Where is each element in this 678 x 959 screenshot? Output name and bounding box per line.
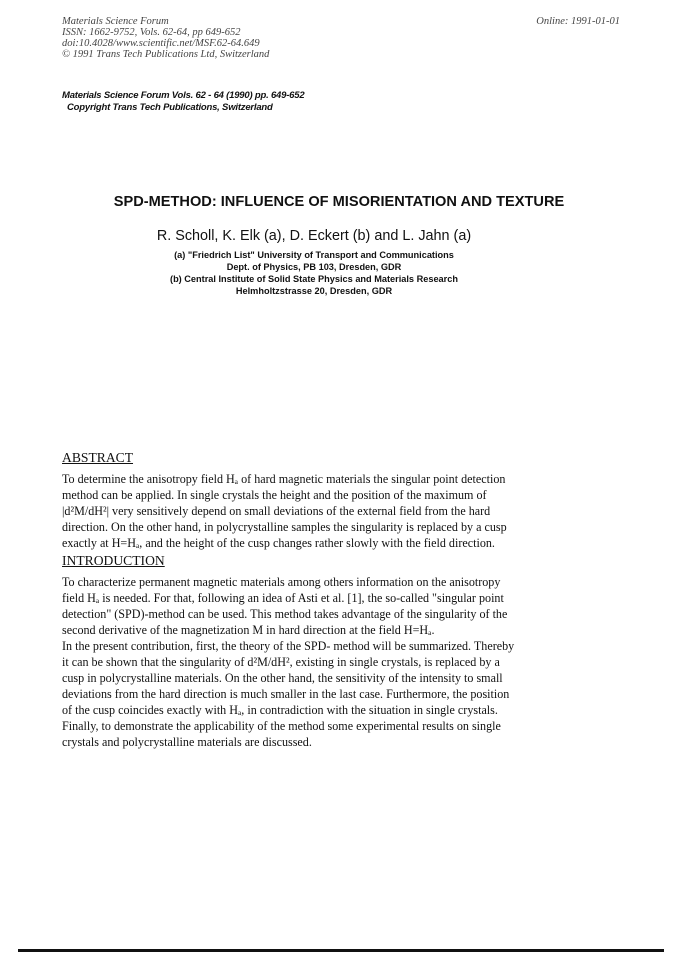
intro-line: detection" (SPD)-method can be used. This method takes advantage of the singularity of the (62, 607, 508, 621)
intro-line: crystals and polycrystalline materials are discussed. (62, 735, 312, 749)
intro-line: of the cusp coincides exactly with Hₐ, in contradiction with the situation in single crystals. (62, 703, 498, 717)
introduction-text (62, 574, 617, 750)
doi-line: doi:10.4028/www.scientific.net/MSF.62-64.649 (62, 38, 260, 49)
affiliation-line: Dept. of Physics, PB 103, Dresden, GDR (226, 262, 402, 272)
intro-line: In the present contribution, first, the theory of the SPD- method will be summarized. Thereby (62, 639, 515, 653)
affiliation-line: (a) "Friedrich List" University of Transport and Communications (174, 250, 454, 260)
affiliations (0, 249, 628, 297)
intro-line: To characterize permanent magnetic materials among others information on the anisotropy (62, 575, 501, 589)
abstract-heading: ABSTRACT (62, 450, 134, 465)
citation-line-2: Copyright Trans Tech Publications, Switzerland (67, 102, 273, 113)
citation-line-1: Materials Science Forum Vols. 62 - 64 (1990) pp. 649-652 (62, 90, 305, 101)
abstract-line: exactly at H=Hₐ, and the height of the cusp changes rather slowly with the field direction. (62, 536, 495, 550)
author-list: R. Scholl, K. Elk (a), D. Eckert (b) and L. Jahn (a) (156, 228, 472, 244)
citation-block (62, 90, 304, 114)
intro-line: Finally, to demonstrate the applicability of the method some experimental results on single (62, 719, 501, 733)
abstract-line: method can be applied. In single crystals the height and the position of the maximum of (62, 488, 487, 502)
issn-line: ISSN: 1662-9752, Vols. 62-64, pp 649-652 (62, 27, 241, 38)
bottom-rule (18, 949, 664, 952)
online-date: Online: 1991-01-01 (536, 16, 620, 27)
abstract-text (62, 471, 617, 551)
introduction-heading: INTRODUCTION (62, 553, 165, 568)
abstract-line: To determine the anisotropy field Hₐ of hard magnetic materials the singular point detection (62, 472, 506, 486)
affiliation-line: Helmholtzstrasse 20, Dresden, GDR (235, 286, 393, 296)
abstract-line: |d²M/dH²| very sensitively depend on small deviations of the external field from the hard (62, 504, 491, 518)
affiliation-line: (b) Central Institute of Solid State Physics and Materials Research (170, 274, 458, 284)
intro-line: cusp in polycrystalline materials. On the other hand, the sensitivity of the intensity to small (62, 671, 503, 685)
intro-line: it can be shown that the singularity of d²M/dH², existing in single crystals, is replaced by a (62, 655, 500, 669)
abstract-line: direction. On the other hand, in polycrystalline samples the singularity is replaced by a cusp (62, 520, 507, 534)
journal-meta (62, 16, 269, 60)
intro-line: second derivative of the magnetization M in hard direction at the field H=Hₐ. (62, 623, 435, 637)
copyright-line: © 1991 Trans Tech Publications Ltd, Switzerland (62, 49, 270, 60)
intro-line: deviations from the hard direction is much smaller in the last case. Furthermore, the position (62, 687, 510, 701)
paper-title: SPD-METHOD: INFLUENCE OF MISORIENTATION AND TEXTURE (113, 194, 565, 210)
journal-name: Materials Science Forum (62, 16, 169, 27)
intro-line: field Hₐ is needed. For that, following an idea of Asti et al. [1], the so-called "singular point (62, 591, 504, 605)
